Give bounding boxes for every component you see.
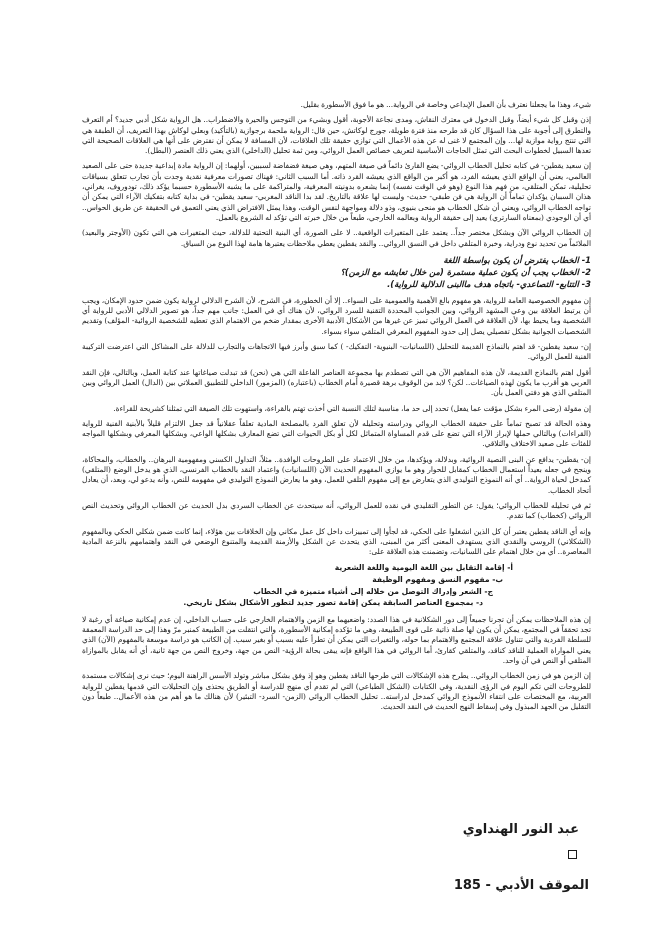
body-paragraph: إن- سعيد يقطين- قد اهتم بالنماذج القديمة للتحليل (اللسانيات- البنيوية- التفكيك- ) كما سبق وأبرز فيها الاتجاهات والتجارب للدلالة على المشاكل التي اعترضت التركيبة الفنية للعمل الروائي.: [82, 342, 591, 362]
lettered-subheadings: [82, 562, 591, 608]
numbered-heading: 2- الخطاب يجب أن يكون عملية مستمرة (من خلال تعايشه مع الزمن)؟: [340, 266, 591, 277]
body-paragraph: إن سعيد يقطين- في كتابه تحليل الخطاب الروائي- يضع القارئ دائماً في صيغة المتهم، وهي صيغة فضفاضة لسببين، أولهما: إن الرواية مادة إبداعية جديدة حتى على الصعيد العالمي، يعني أن الواقع الذي يعيشه الفرد، هو أكبر من الواقع الذي يعيشه القرد ذاته. أما السبب الثاني: فهناك تصورات معرفية نقدية وجدت بأن تجارب تتعلق بسياقات تحليلية، تمكن المتلقي، من فهم هذا النوع (وهو في الوقت نفسه) إنما يشعره بدونيته المعرفية، والمتراكمة على ما يشبه الأسطورة حسبما يؤكد ذلك، تودوروف، يغراني، هذان السببان يؤكدان تماماً أن الرواية هي فن طبقي- حديث- وليست لها علاقة بالتاريخ. لقد بدا الناقد المغربي- سعيد يقطين- في بداية كتابه بتفكيك الآراء التي يمكن أن تواجه الخطاب الروائي، ويعني أن شكل الخطاب هو منحى بنيوي، وذو دلالة ومواجهة لنفس الوقت، وهذا يمثل الافتراض الذي يعني التعمق في الحقيقة عن طريق الحواس.. أي أن الوجودي (بمعناه السارتري) يعيد إلى حقيقة الرواية وبعالمه الخارجي، طبعاً من خلال خبرته التي تؤكد له الشروع بالعمل.: [82, 161, 591, 222]
body-paragraph: إن الخطاب الروائي الآن وبشكل مختصر جداً.. يعتمد على المتغيرات الواقعية.. لا على الصورة، أي البنية التحتية للدلالة، حيث المتغيرات هي التي تكون (الأوجتر والبعيد) الملائماً من تحديد نوع ودراية، وخبرة المتلقي داخل في النسق الروائي.. والنقد يقطين يعطي ملاحظات يعتبرها هامة لهذا النوع من السياق.: [82, 228, 591, 248]
magazine-name: الموقف الأدبي: [495, 878, 589, 893]
body-paragraph: أقول اهتم بالنماذج القديمة، لأن هذه المفاهيم الآن هي التي تصطدم بها مجموعة العناصر الفاعلة التي هي (نحن) قد تبدلت صياغاتها عند كتابة العمل، وبالتالي، فإن النقد العربي هو أقرب ما يكون لهذه الصياغات.. لكن؟ لابد من الوقوف برهة قصيرة أمام الخطاب (باعتباره) (المزمور) الداخلي للتطبيق العملاتي بين (الدال) العمل الروائي وبين المتلقي الذي هو دفتي العمل بأن.: [82, 367, 591, 398]
body-paragraph: شيء، وهذا ما يجعلنا نعترف بأن العمل الإبداعي وخاصة في الرواية... هو ما فوق الأسطورة بقليل.: [300, 100, 591, 109]
body-paragraph: وهذه الحالة قد تصبح تماماً على حقيقة الخطاب الروائي ودراسته وتحليله لأن تعلق الفرد بالمصلحة المادية تعلقاً عقلانياً قد جعل الالتزام قليلاً بالأبنية الفنية للرواية (القراءات) وبالتالي حملها لإبراز الآراء التي تضع على قدم المساواة المتماثل لكل أو بكل الحيوات التي تضع المعارف بشكلها الواعي، وبشكلها المعرفي وبشكلها المواجه للفئات على صعيد الاختلاف والتلاقي.: [82, 418, 591, 449]
body-paragraph: إذن وقبل كل شيء أيضاً، وقبل الدخول في معترك النقاش، ومدى نجاعة الأجوبة، أقول وبشيء من التوجس والحيرة والاضطراب.. هل الرواية شكل أدبي جديد؟ أم التعرف والتطرق إلى أجوبة على هذا السؤال كان قد طرحه منذ فترة طويلة، جورج لوكاتش، حين قال: الرواية ملحمة برجوازية (بالتأكيد) وبعلي لوكاش بهذا التعريف، أن الطبقة هي التي تنتج رواية موازية لها... وإن المجتمع لا غنى له عن هذه الأعمال التي توازي حقيقة تلك العلاقات، لأن المسافة لا يمكن أن نفترض على أنها هي العلاقات الصحيحة التي تعدها السبيل لخطوات البحث التي تمثل الحاجات الأساسية لتعريف خصائص العمل الروائي، ومن ثمة تحليل (الداخلي) الذي يعني ذلك العنصر (البطل).: [82, 115, 591, 156]
body-paragraph: إن مفهوم الخصوصية العامة للرواية، هو مفهوم بالغ الأهمية والعمومية على السواء.. إلا أن الخطورة، في الشرح، لأن الشرح الدلالي لرواية يكون ضمن حدود الإمكان، ويجب أن يرتبط العلاقة بين وعي المشهد الروائي، وبين الجوانب المحددة التقنية للسرد الروائي، لأن هناك أي في العمل: جانب مهم جداً، هو تصوير الدلالي الأدبي للرواية أي الشخصية وما يحيط بها، لأن العلاقة في العمل الروائي تميز عن غيرها من الأشكال الأدبية الأخرى بمقدار ضخم من الاهتمام الذي تعطيه للشخصية الروائية- المؤلف) وتقديم الشخصيات الجوانية بشكل تفصيلي يصل إلى حدود المفهوم المعرفي المتلقي سواء بسواء.: [82, 295, 591, 336]
lettered-subheading: د- بمجموع العناصر السابقة يمكن إقامة تصور جديد لتطور الأشكال بشكل تاريخي.: [183, 598, 483, 608]
footer-separator: -: [485, 878, 491, 893]
author-signature: عبد النور الهنداوي: [462, 822, 579, 837]
page-footer: [454, 878, 589, 893]
numbered-heading: 3- التتابع- التصاعدي- باتجاه هدف ماالبنى الدلالية للرواية).: [387, 278, 591, 289]
body-paragraph: إن هذه الملاحظات يمكن أن تجرنا جميعاً إلى دور الشكلانية في هذا الصدد: واضعيهما مع الزمن والاهتمام الخارجي على حساب الداخلي، إن عدم إمكانية صياغة أي رغبة لا تجد تحققاً في المجتمع، يمكن أن يكون لها صلة ذاتية على قوى الطبيعة، وهي ما تؤكده إمكانية الأسطورة، والتي انتقلت من الطبيعة كمنبر مرّ وهذا إلى حد الدراسة المعمقة للسلطة الفردية والتي تتناول علاقة المجتمع والاهتمام بما حوله، والتغيرات التي يمكن أن تطرأ عليه بسبب أو بغير سبب. إن الكاتب هو دراسة موسعة بالمفهوم (الآن) الذي يعني المواراة العملية للناقد كناقد، والمتلقي كقارئ، أما الروائي في هذا الواقع فإنه يبقى بحالة الرؤية- النص من جهة، وخروج النص من جهة ثانية، أي أنه يقابل بالموازاة المتلقي أو النص في آن واحد.: [82, 614, 591, 665]
body-paragraph: وإنه أي الناقد يقطين يعتبر أن كل الذين انشغلوا على الحكي، قد لجأوا إلى تمييزات داخل كل عمل مكاني وإن الخلافات بين هؤلاء، إنما كانت ضمن شكلي الحكي وبالمفهوم (الشكلاني) الروسي والنقدي الذي يستهدف المعنى أكثر من المبنى، الذي يتحدث عن الشكل والأزمنة القديمة والمتنوع الوضعي في النقد واهتمامهم بالنزعة المادية المعاصرة.. أي من خلال اهتمام على اللسانيات، وتضمنت هذه العلاقة على:: [82, 526, 591, 557]
body-paragraph: ثم في تحليله للخطاب الروائي؛ يقول: عن التطور التقليدي في نقده للعمل الروائي، أنه سيتحدث عن الخطاب السردي بدل الحديث عن الخطاب الروائي وتحديث النص الروائي (كخطاب) كما تقدم.: [82, 500, 591, 521]
square-outline-icon: [568, 850, 577, 859]
lettered-subheading: أ- إقامة التقابل بين اللغة اليومية واللغة الشعرية: [334, 563, 513, 573]
numbered-headings: [82, 254, 591, 290]
lettered-subheading: ب- مفهوم النسق ومفهوم الوظيفة: [372, 574, 503, 584]
body-paragraph: إن- يقطين- يدافع عن البنى النصية الروائية، وبدلالة، ويؤكدها، من خلال الاعتماد على الطروحات الوافدة.. مثلاً، التداول الكسني ومفهومية البرهان.. والخطاب، والمحاكاة، وينجح في جعله بعيداً استعمال الخطاب كمقابل للحوار وهو ما يوازي المفهوم الحديث الآن (اللسانيات) واعتماد النقد بالخطاب الفرنسي، الذي هو يدخل الوضع (المتلقي) كمدخل لحياة الرواية.. أي أنه النموذج التوليدي الذي يتعارض مع إلى مفهوم التلقي للعمل، وهو ما يعارض النموذج التوليدي في مفهومه للنص، وأنه يدعو لي، وبعد، أن يعادل أتحاد الخطاب.: [82, 454, 591, 495]
body-paragraph: إن مقولة (رضى المرء بشكل مؤقت عما يفعل) تحدد إلى حد ما، مناسبة لتلك النسبة التي أخذت تهتم بالقراءة، واستهوت تلك الصيغة التي تمثلنا كشريحة للقراءة.: [113, 403, 591, 413]
body-paragraph: إن الزمن هو في زمن الخطاب الروائي.. يطرح هذه الإشكالات التي طرحها الناقد يقطين وهو إذ وفق بشكل مباشر وتولد الأسس الراهنة اليوم؛ حيث نرى إشكالات مستمدة للطروحات التي تكم اليوم في الرؤى النقدية، وفي الكتابات (الشكل الطباعي) التي لم تقدم أي منهج للدراسة أو الطريق يحتذى وإن التحليلات التي قدمها يقطين للرواية العربية، مع المختصات على انتقاء الأنموذج الروائي كمدخل لدراسته.. تحليل الخطاب الروائي (الزمن- السرد- التبئير) لأن هنالك ما هو أهم من هذه الأعمال.. طبعاً دون التقليل من الجهد المبذول وفي إسقاط النهج الحديث في النقد الحديث.: [82, 671, 591, 712]
page-number: 185: [453, 878, 481, 893]
numbered-heading: 1- الخطاب يفترض أن يكون بواسطة اللغة: [443, 254, 591, 265]
lettered-subheading: ج- الشعر وإدراك التوصل من خلاله إلى أشياء متميزة في الخطاب: [253, 586, 493, 596]
